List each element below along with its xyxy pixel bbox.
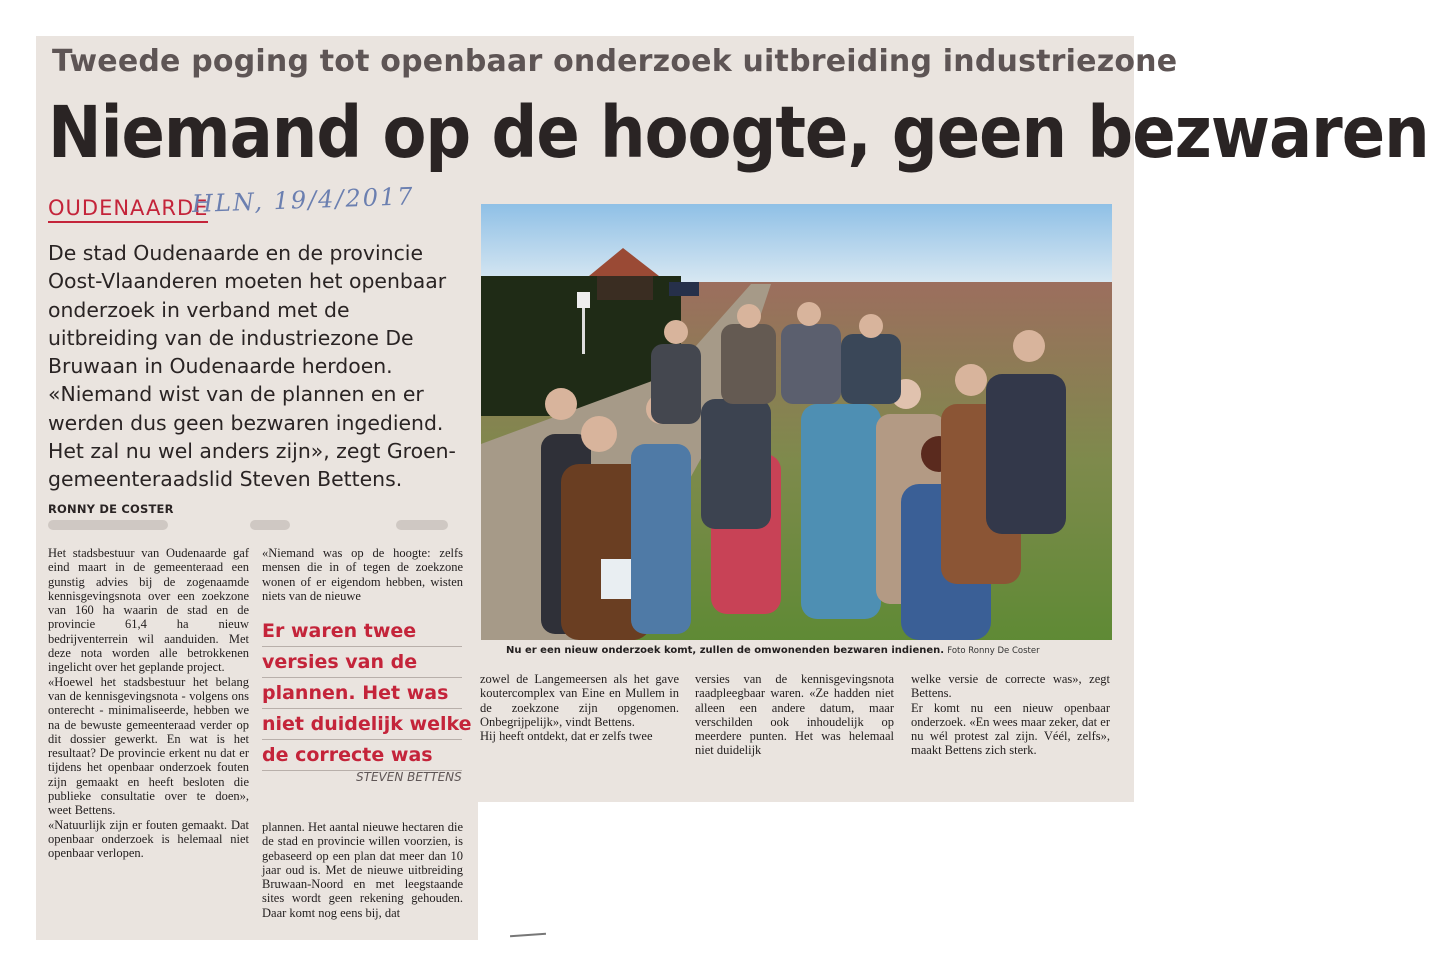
dateline: OUDENAARDE: [48, 196, 208, 223]
body-paragraph: zowel de Langemeersen als het gave koutercomplex van Eine en Mullem in de zoekzone zijn opgenomen. Onbegrijpelijk», vindt Bettens.: [480, 672, 679, 729]
pull-quote-line: niet duidelijk welke: [262, 709, 462, 740]
pull-quote-line: versies van de: [262, 647, 462, 678]
pull-quote-line: plannen. Het was: [262, 678, 462, 709]
body-column-3: [480, 672, 679, 743]
body-column-2-top: [262, 546, 463, 603]
pavilion: [597, 276, 653, 300]
byline: RONNY DE COSTER: [48, 502, 174, 516]
van: [669, 282, 699, 296]
body-paragraph: plannen. Het aantal nieuwe hectaren die de stad en provincie willen voorzien, is gebaseerd op een plan dat meer dan 10 jaar oud is. Met de nieuwe uitbreiding Bruwaan-Noord en met leegstaande sites wordt geen rekening gehouden. Daar komt nog eens bij, dat: [262, 820, 463, 920]
handwritten-note: HLN, 19/4/2017: [191, 182, 416, 218]
photo-credit: Foto Ronny De Coster: [947, 646, 1040, 656]
lead-paragraph: De stad Oudenaarde en de provincie Oost-Vlaanderen moeten het openbaar onderzoek in verband met de uitbreiding van de industriezone De Bruwaan in Oudenaarde herdoen. «Niemand wist van de plannen en er werden dus geen bezwaren ingediend. Het zal nu wel anders zijn», zegt Groen-gemeenteraadslid Steven Bettens.: [48, 241, 456, 492]
caption-text: Nu er een nieuw onderzoek komt, zullen de omwonenden bezwaren indienen.: [506, 645, 945, 656]
pull-quote-line: de correcte was: [262, 740, 462, 771]
pen-mark: [510, 933, 546, 938]
group-photo: [481, 204, 1112, 640]
body-column-2-bottom: [262, 820, 463, 920]
body-paragraph: «Hoewel het stadsbestuur het belang van de kennisgevingsnota - volgens ons onterecht - minimaliseerde, hebben we na de bewuste gemeenteraad verder op dit dossier gewerkt. En wat is het resultaat? De provincie erkent nu dat er tijdens het openbaar onderzoek fouten zijn gemaakt en heeft besloten die publieke consultatie over te doen», weet Bettens.: [48, 674, 249, 818]
body-column-5: [911, 672, 1110, 758]
body-paragraph: «Natuurlijk zijn er fouten gemaakt. Dat openbaar onderzoek is helemaal niet openbaar verlopen.: [48, 817, 249, 861]
body-paragraph: welke versie de correcte was», zegt Bettens.: [911, 672, 1110, 701]
body-paragraph: Het stadsbestuur van Oudenaarde gaf eind maart in de gemeenteraad een gunstig advies bij de zogenaamde kennisgevingsnota over een zoekzone van 160 ha waarin de stad en de provincie 61,4 ha nieuw bedrijventerrein wil aanduiden. Met deze nota worden alle betrokkenen ingelicht over het geplande project.: [48, 546, 249, 675]
photo-illustration: [481, 204, 1112, 640]
main-headline: Niemand op de hoogte, geen bezwaren: [48, 92, 1429, 175]
print-smudge: [48, 520, 168, 530]
road-sign: [577, 292, 590, 308]
pull-quote-author: STEVEN BETTENS: [356, 770, 462, 784]
print-smudge: [396, 520, 448, 530]
sky: [481, 204, 1112, 284]
body-paragraph: «Niemand was op de hoogte: zelfs mensen die in of tegen de zoekzone wonen of er eigendom hebben, wisten niets van de nieuwe: [262, 546, 463, 603]
photo-caption: [506, 645, 1112, 656]
pull-quote: [262, 616, 472, 771]
body-column-4: [695, 672, 894, 758]
body-column-1: [48, 546, 249, 861]
kicker-headline: Tweede poging tot openbaar onderzoek uitbreiding industriezone: [52, 44, 1178, 79]
print-smudge: [250, 520, 290, 530]
body-paragraph: Hij heeft ontdekt, dat er zelfs twee: [480, 729, 653, 744]
body-paragraph: versies van de kennisgevingsnota raadpleegbaar waren. «Ze hadden niet alleen een andere datum, maar verschilden ook inhoudelijk op meerdere punten. Het was helemaal niet duidelijk: [695, 672, 894, 758]
body-paragraph: Er komt nu een nieuw openbaar onderzoek. «En wees maar zeker, dat er nu wél protest zal zijn. Véél, zelfs», maakt Bettens zich sterk.: [911, 700, 1110, 758]
pull-quote-line: Er waren twee: [262, 616, 462, 647]
